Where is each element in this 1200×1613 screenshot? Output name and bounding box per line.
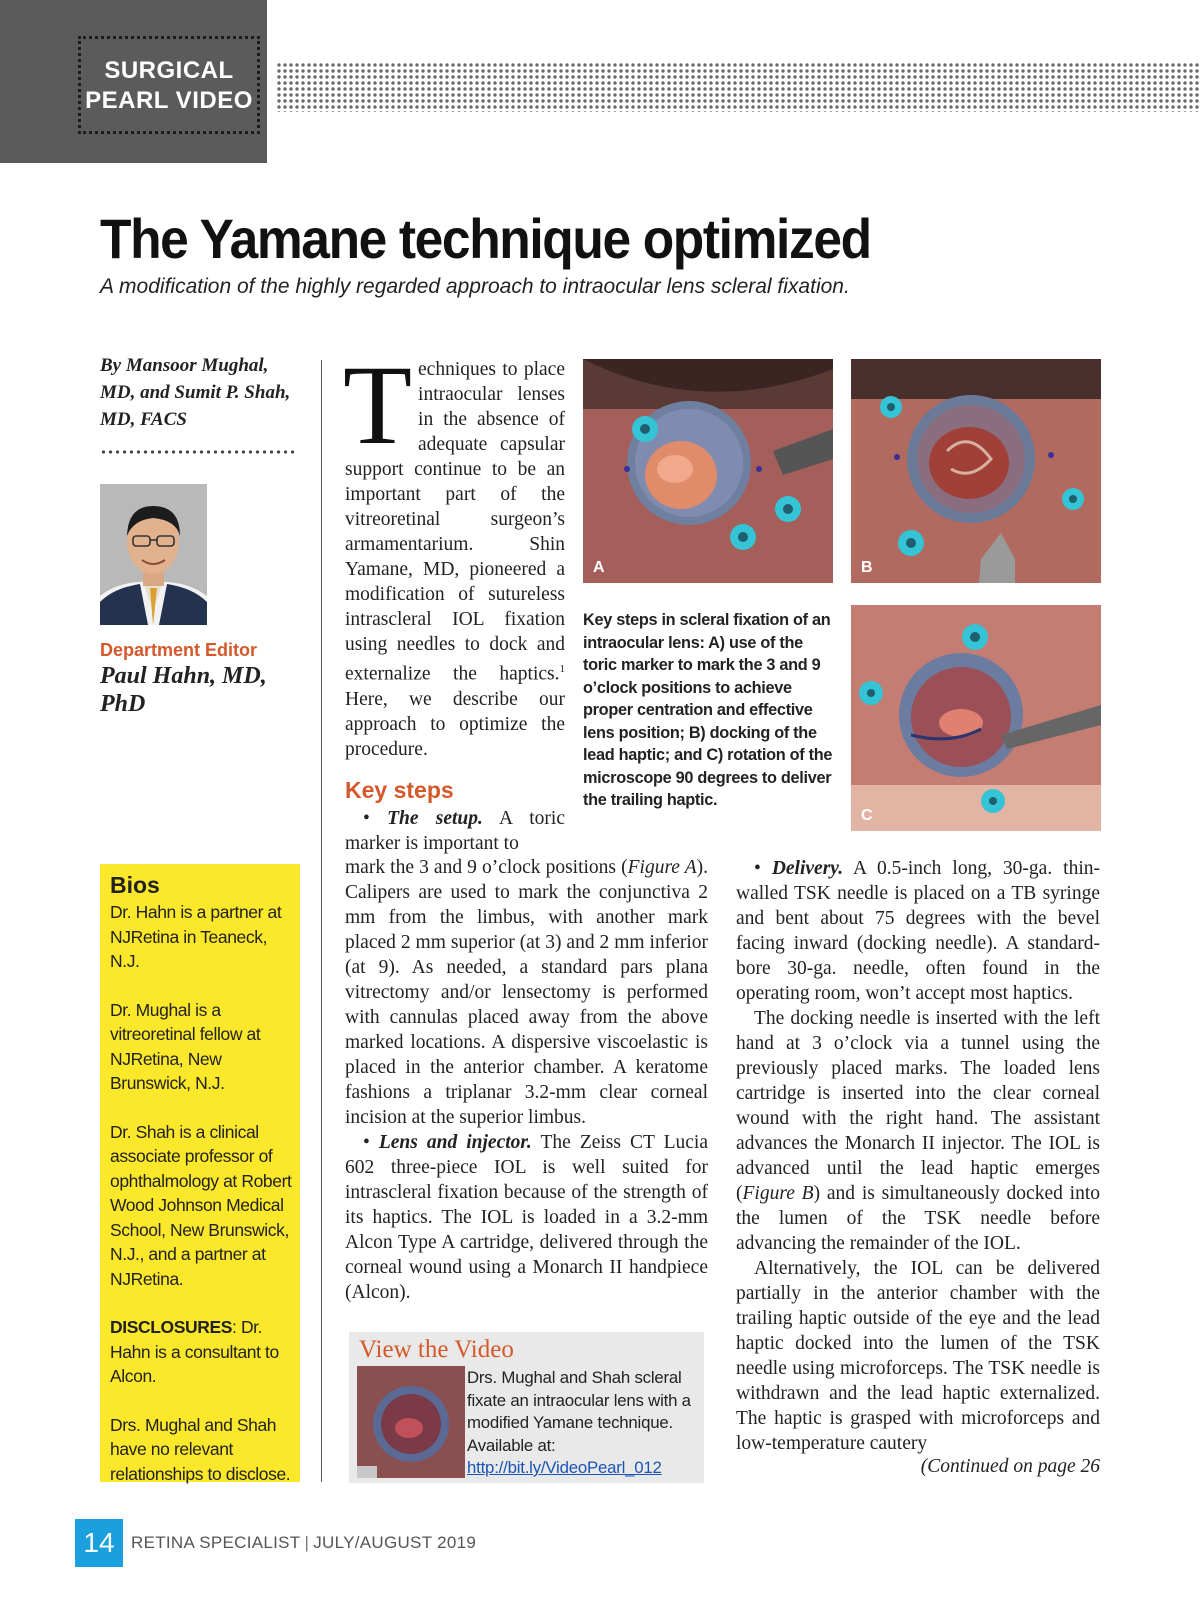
disclosures-mughal-shah: Drs. Mughal and Shah have no relevant relationships to disclose.	[110, 1414, 291, 1484]
figure-label-a: A	[593, 559, 605, 576]
article-title: The Yamane technique optimized	[100, 207, 871, 270]
figure-label-c: C	[861, 807, 873, 824]
disclosures-text: : Dr. Hahn is a consultant to Alcon.	[110, 1317, 279, 1386]
footer-publication-line	[131, 1533, 476, 1553]
figure-photo-a	[583, 359, 833, 583]
setup-paragraph-start: • The setup. A toric marker is important to	[345, 808, 566, 854]
page-number: 14	[75, 1519, 123, 1567]
figure-a-ref: Figure A	[627, 857, 697, 878]
lens-lead: Lens and injector.	[378, 1132, 532, 1153]
key-steps-heading: Key steps	[345, 777, 454, 803]
intro-paragraph	[343, 343, 565, 762]
docking-text-2: ) and is simultaneously docked into the lumen of the TSK needle before advancing the remainder of the IOL.	[736, 1183, 1100, 1254]
continued-note: (Continued on page 26	[920, 1456, 1100, 1477]
alternative-text: Alternatively, the IOL can be delivered partially in the anterior chamber with the trailing haptic outside of the eye and the lead haptic docked into the lumen of the TSK needle using microforceps. The TSK needle is withdrawn and the lead haptic externalized. The haptic is grasped with microforceps and low-temperature cautery	[736, 1258, 1100, 1454]
issue-date: JULY/AUGUST 2019	[313, 1533, 477, 1552]
section-label-line2: PEARL VIDEO	[85, 87, 253, 114]
video-title: View the Video	[359, 1336, 514, 1363]
disclosures	[110, 1315, 292, 1389]
bios-heading: Bios	[110, 872, 160, 898]
publication-name: RETINA SPECIALIST	[131, 1533, 301, 1552]
figure-photo-b	[851, 359, 1101, 583]
setup-text-end: ). Calipers are used to mark the conjunctiva 2 mm from the limbus, with another mark placed 2 mm superior (at 3) and 2 mm inferior (at 9). As needed, a standard pars plana vitrectomy and/or lensectomy is performed with cannulas placed away from the above marked locations. A dispersive viscoelastic is placed in the anterior chamber. A keratome fashions a triplanar 3.2-mm clear corneal incision at the superior limbus.	[345, 857, 708, 1128]
figure-b-ref: Figure B	[742, 1183, 814, 1204]
section-label-line1: SURGICAL	[104, 57, 234, 84]
disclosures-label: DISCLOSURES	[110, 1317, 233, 1337]
intro-text-1: echniques to place intraocular lenses in the absence of adequate capsular support continue to be an important part of the vitreoretinal surgeon’s armamentarium. Shin Yamane, MD, pioneered a modification of sutureless intrascleral IOL fixation using needles to dock and externalize the haptics.	[345, 359, 565, 685]
bio-mughal: Dr. Mughal is a vitreoretinal fellow at NJRetina, New Brunswick, N.J.	[110, 999, 261, 1093]
delivery-text: A 0.5-inch long, 30-ga. thin-walled TSK needle is placed on a TB syringe and bent about 75 degrees with the bevel facing inward (docking needle). A standard-bore 30-ga. needle, often found in the operating room, won’t accept most haptics.	[736, 858, 1100, 1004]
video-text: Drs. Mughal and Shah scleral fixate an intraocular lens with a modified Yamane technique. Available at:	[467, 1368, 691, 1455]
setup-text-cont: mark the 3 and 9 o’clock positions (	[345, 857, 628, 878]
figure-label-b: B	[861, 559, 873, 576]
drop-cap: T	[343, 343, 413, 468]
decorative-dot-band	[276, 62, 1200, 112]
article-subtitle: A modification of the highly regarded approach to intraocular lens scleral fixation.	[100, 275, 850, 298]
section-label	[78, 36, 260, 134]
lens-text: The Zeiss CT Lucia 602 three-piece IOL is well suited for intrascleral fixation because of the strength of its haptics. The IOL is loaded in a 3.2-mm Alcon Type A cartridge, delivered through the corneal wound using a Monarch II handpiece (Alcon).	[345, 1132, 708, 1303]
setup-text-start: A toric marker is important to	[345, 808, 566, 854]
delivery-lead: Delivery.	[771, 858, 844, 879]
department-editor-name: Paul Hahn, MD, PhD	[100, 663, 267, 717]
middle-column-text: mark the 3 and 9 o’clock positions (Figure A). Calipers are used to mark the conjunctiva 2 mm from the limbus, with another mark placed 2 mm superior (at 3) and 2 mm inferior (at 9). As needed, a standard pars plana vitrectomy and/or lensectomy is performed with cannulas placed away from the above marked locations. A dispersive viscoelastic is placed in the anterior chamber. A keratome fashions a triplanar 3.2-mm clear corneal incision at the superior limbus. • Lens and injector. The Zeiss CT Lucia 602 three-piece IOL is well suited for intrascleral fixation because of the strength of its haptics. The IOL is loaded in a 3.2-mm Alcon Type A cartridge, delivered through the corneal wound using a Monarch II handpiece (Alcon).	[345, 857, 708, 1303]
byline: By Mansoor Mughal, MD, and Sumit P. Shah, MD, FACS	[100, 355, 291, 430]
bio-hahn: Dr. Hahn is a partner at NJRetina in Teaneck, N.J.	[110, 902, 282, 971]
column-divider	[321, 360, 322, 1482]
figure-caption: Key steps in scleral fixation of an intraocular lens: A) use of the toric marker to mark the 3 and 9 o’clock positions to achieve proper centration and effective lens position; B) docking of the lead haptic; and C) rotation of the microscope 90 degrees to deliver the trailing haptic.	[583, 611, 833, 809]
video-description	[467, 1367, 697, 1480]
video-callout	[349, 1332, 704, 1483]
intro-text-2: Here, we describe our approach to optimize the procedure.	[345, 688, 565, 760]
setup-lead: The setup.	[387, 808, 483, 829]
docking-text-1: The docking needle is inserted with the left hand at 3 o’clock via a tunnel using the previously placed marks. The loaded lens cartridge is inserted into the clear corneal wound with the right hand. The assistant advances the Monarch II injector. The IOL is advanced until the lead haptic emerges (	[736, 1008, 1100, 1204]
bios-box	[100, 864, 300, 1482]
footnote-ref: 1	[559, 663, 565, 675]
section-tab	[0, 0, 267, 163]
department-editor-label: Department Editor	[100, 640, 258, 660]
bio-shah: Dr. Shah is a clinical associate professor of ophthalmology at Robert Wood Johnson Medical School, New Brunswick, N.J., and a partner at NJRetina.	[110, 1121, 292, 1289]
video-thumbnail[interactable]	[357, 1366, 465, 1478]
figure-photo-c	[851, 605, 1101, 831]
video-link[interactable]: http://bit.ly/VideoPearl_012	[467, 1458, 662, 1477]
editor-photo	[100, 484, 207, 625]
right-column-text: • Delivery. A 0.5-inch long, 30-ga. thin-walled TSK needle is placed on a TB syringe and bent about 75 degrees with the bevel facing inward (docking needle). A standard-bore 30-ga. needle, often found in the operating room, won’t accept most haptics. The docking needle is inserted with the left hand at 3 o’clock via a tunnel using the previously placed marks. The loaded lens cartridge is inserted into the clear corneal wound with the right hand. The assistant advances the Monarch II injector. The IOL is advanced until the lead haptic emerges (Figure B) and is simultaneously docked into the lumen of the TSK needle before advancing the remainder of the IOL. Alternatively, the IOL can be delivered partially in the anterior chamber with the trailing haptic outside of the eye and the lead haptic docked into the lumen of the TSK needle using microforceps. The TSK needle is withdrawn and the lead haptic externalized. The haptic is grasped with microforceps and low-temperature cautery	[736, 858, 1100, 1454]
byline-divider	[100, 448, 296, 456]
footer-separator: |	[304, 1533, 310, 1552]
